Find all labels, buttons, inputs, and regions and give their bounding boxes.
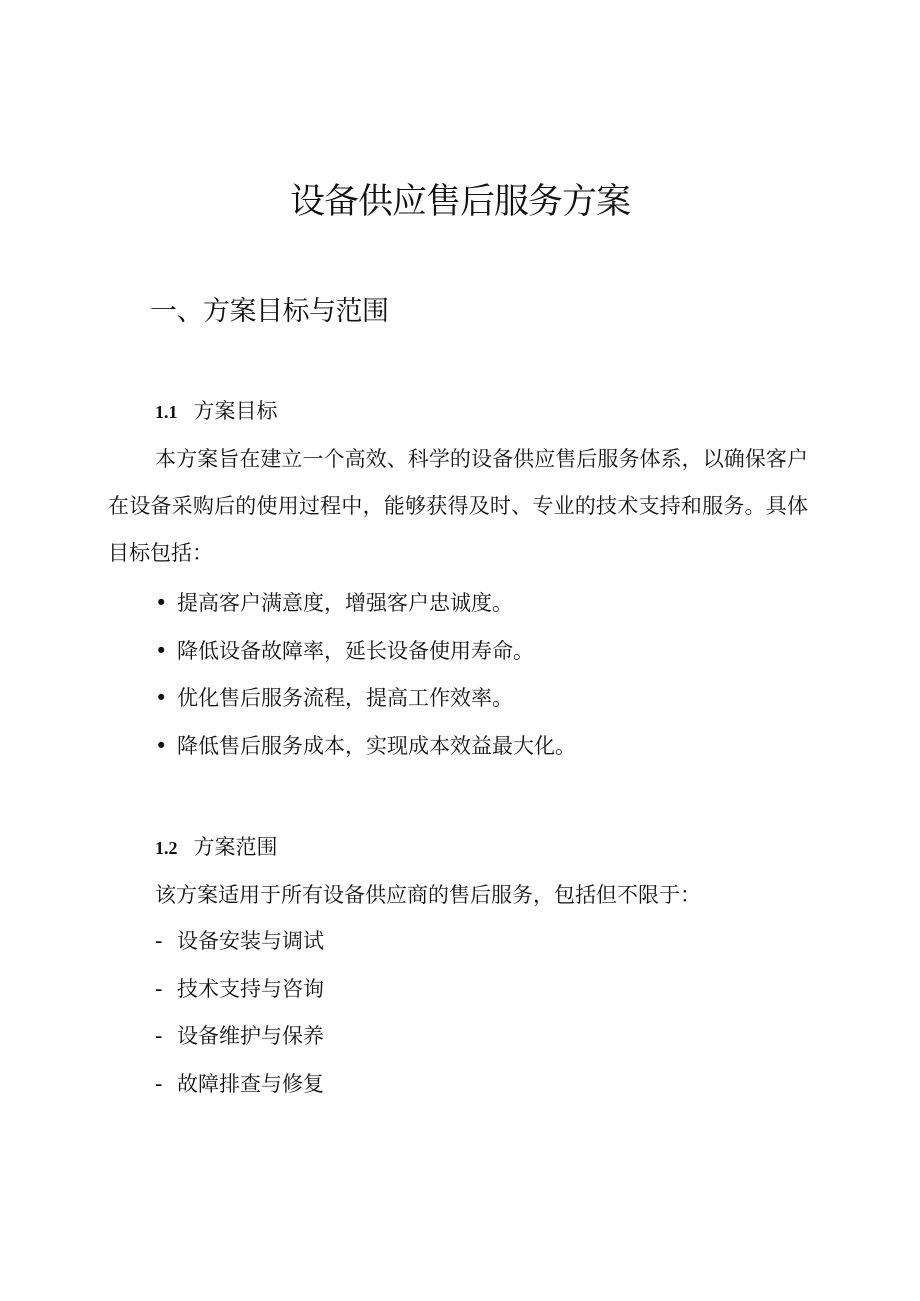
bullet-marker: • [155, 733, 168, 758]
list-item-text: 优化售后服务流程，提高工作效率。 [177, 686, 513, 710]
subsection-number: 1.1 [155, 402, 178, 422]
document-title: 设备供应售后服务方案 [289, 182, 630, 222]
scope-intro: 该方案适用于所有设备供应商的售后服务，包括但不限于： [155, 883, 701, 907]
subsection-title: 方案范围 [193, 835, 278, 859]
list-item-text: 提高客户满意度，增强客户忠诚度。 [177, 591, 513, 615]
list-item-text: 设备安装与调试 [177, 929, 324, 953]
subsection-title: 方案目标 [193, 399, 278, 423]
list-item [155, 723, 576, 771]
bullet-marker: • [155, 638, 168, 663]
list-item [155, 675, 576, 723]
list-item-text: 故障排查与修复 [177, 1071, 324, 1096]
list-item [155, 580, 576, 628]
list-item [155, 628, 576, 676]
goals-paragraph: 本方案旨在建立一个高效、科学的设备供应售后服务体系，以确保客户在设备采购后的使用过程中，能够获得及时、专业的技术支持和服务。具体目标包括： [108, 447, 808, 565]
scope-list [155, 918, 324, 1108]
list-item [155, 1061, 324, 1109]
bullet-marker: • [155, 591, 168, 615]
subsection-heading-1-1 [155, 396, 278, 427]
subsection-heading-1-2 [155, 832, 278, 863]
list-item [155, 918, 324, 966]
subsection-number: 1.2 [155, 838, 178, 858]
list-item [155, 966, 324, 1014]
bullet-marker: • [155, 686, 168, 710]
dash-marker: - [155, 1024, 163, 1048]
dash-marker: - [155, 976, 163, 1001]
list-item-text: 设备维护与保养 [177, 1024, 324, 1048]
list-item [155, 1013, 324, 1061]
list-item-text: 降低售后服务成本，实现成本效益最大化。 [177, 733, 576, 758]
section-heading-1: 一、方案目标与范围 [150, 296, 389, 327]
dash-marker: - [155, 1071, 163, 1096]
list-item-text: 技术支持与咨询 [177, 976, 324, 1001]
dash-marker: - [155, 929, 163, 953]
goals-list [155, 580, 576, 770]
list-item-text: 降低设备故障率，延长设备使用寿命。 [177, 638, 534, 663]
